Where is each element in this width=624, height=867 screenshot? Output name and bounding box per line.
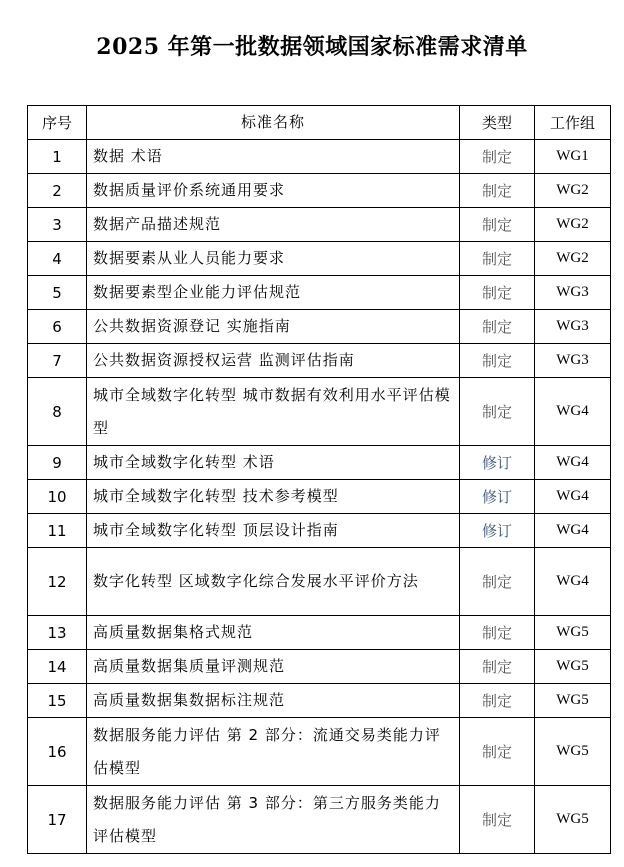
row-number: 1 bbox=[28, 140, 87, 174]
row-number: 15 bbox=[28, 684, 87, 718]
row-standard-name: 高质量数据集质量评测规范 bbox=[87, 650, 460, 684]
row-type: 修订 bbox=[460, 480, 535, 514]
row-standard-name: 城市全域数字化转型 技术参考模型 bbox=[87, 480, 460, 514]
row-number: 17 bbox=[28, 786, 87, 854]
row-type: 制定 bbox=[460, 242, 535, 276]
row-working-group: WG5 bbox=[535, 616, 611, 650]
row-type: 制定 bbox=[460, 548, 535, 616]
row-working-group: WG3 bbox=[535, 344, 611, 378]
row-working-group: WG4 bbox=[535, 378, 611, 446]
row-standard-name: 数据要素从业人员能力要求 bbox=[87, 242, 460, 276]
row-working-group: WG1 bbox=[535, 140, 611, 174]
table-row bbox=[28, 276, 611, 310]
table-row bbox=[28, 140, 611, 174]
table-row bbox=[28, 786, 611, 854]
row-type: 制定 bbox=[460, 140, 535, 174]
row-standard-name: 数据质量评价系统通用要求 bbox=[87, 174, 460, 208]
header-type: 类型 bbox=[460, 106, 535, 140]
row-type: 制定 bbox=[460, 208, 535, 242]
standards-table bbox=[27, 105, 611, 854]
row-type: 制定 bbox=[460, 174, 535, 208]
table-row bbox=[28, 718, 611, 786]
table-row bbox=[28, 548, 611, 616]
row-working-group: WG2 bbox=[535, 242, 611, 276]
row-number: 13 bbox=[28, 616, 87, 650]
row-working-group: WG2 bbox=[535, 174, 611, 208]
row-number: 7 bbox=[28, 344, 87, 378]
row-number: 5 bbox=[28, 276, 87, 310]
row-number: 8 bbox=[28, 378, 87, 446]
row-number: 14 bbox=[28, 650, 87, 684]
header-name: 标准名称 bbox=[87, 106, 460, 140]
row-type: 制定 bbox=[460, 616, 535, 650]
row-type: 修订 bbox=[460, 446, 535, 480]
row-working-group: WG5 bbox=[535, 718, 611, 786]
row-standard-name: 数据要素型企业能力评估规范 bbox=[87, 276, 460, 310]
row-standard-name: 数据服务能力评估 第 2 部分：流通交易类能力评估模型 bbox=[87, 718, 460, 786]
row-standard-name: 数据产品描述规范 bbox=[87, 208, 460, 242]
row-standard-name: 城市全域数字化转型 顶层设计指南 bbox=[87, 514, 460, 548]
row-standard-name: 高质量数据集数据标注规范 bbox=[87, 684, 460, 718]
row-type: 制定 bbox=[460, 276, 535, 310]
header-wg: 工作组 bbox=[535, 106, 611, 140]
row-working-group: WG5 bbox=[535, 786, 611, 854]
table-row bbox=[28, 446, 611, 480]
row-working-group: WG4 bbox=[535, 446, 611, 480]
row-number: 6 bbox=[28, 310, 87, 344]
table-row bbox=[28, 344, 611, 378]
table-row bbox=[28, 616, 611, 650]
row-standard-name: 高质量数据集格式规范 bbox=[87, 616, 460, 650]
row-standard-name: 公共数据资源授权运营 监测评估指南 bbox=[87, 344, 460, 378]
row-number: 12 bbox=[28, 548, 87, 616]
row-number: 16 bbox=[28, 718, 87, 786]
row-number: 4 bbox=[28, 242, 87, 276]
row-number: 9 bbox=[28, 446, 87, 480]
header-no: 序号 bbox=[28, 106, 87, 140]
table-row bbox=[28, 650, 611, 684]
row-standard-name: 数字化转型 区域数字化综合发展水平评价方法 bbox=[87, 548, 460, 616]
table-header-row bbox=[28, 106, 611, 140]
row-working-group: WG4 bbox=[535, 480, 611, 514]
row-number: 10 bbox=[28, 480, 87, 514]
row-type: 修订 bbox=[460, 514, 535, 548]
row-working-group: WG4 bbox=[535, 514, 611, 548]
row-working-group: WG2 bbox=[535, 208, 611, 242]
table-row bbox=[28, 480, 611, 514]
row-working-group: WG3 bbox=[535, 276, 611, 310]
row-number: 11 bbox=[28, 514, 87, 548]
table-body bbox=[28, 140, 611, 854]
row-type: 制定 bbox=[460, 378, 535, 446]
row-standard-name: 数据服务能力评估 第 3 部分：第三方服务类能力评估模型 bbox=[87, 786, 460, 854]
row-number: 3 bbox=[28, 208, 87, 242]
row-standard-name: 城市全域数字化转型 术语 bbox=[87, 446, 460, 480]
row-working-group: WG3 bbox=[535, 310, 611, 344]
table-row bbox=[28, 378, 611, 446]
row-standard-name: 城市全域数字化转型 城市数据有效利用水平评估模型 bbox=[87, 378, 460, 446]
row-type: 制定 bbox=[460, 650, 535, 684]
row-working-group: WG5 bbox=[535, 650, 611, 684]
row-working-group: WG5 bbox=[535, 684, 611, 718]
table-row bbox=[28, 684, 611, 718]
row-type: 制定 bbox=[460, 684, 535, 718]
table-row bbox=[28, 514, 611, 548]
row-type: 制定 bbox=[460, 718, 535, 786]
row-number: 2 bbox=[28, 174, 87, 208]
row-type: 制定 bbox=[460, 344, 535, 378]
row-type: 制定 bbox=[460, 786, 535, 854]
table-row bbox=[28, 174, 611, 208]
table-row bbox=[28, 310, 611, 344]
table-row bbox=[28, 208, 611, 242]
row-standard-name: 公共数据资源登记 实施指南 bbox=[87, 310, 460, 344]
table-row bbox=[28, 242, 611, 276]
row-working-group: WG4 bbox=[535, 548, 611, 616]
row-type: 制定 bbox=[460, 310, 535, 344]
document-title: 2025 年第一批数据领域国家标准需求清单 bbox=[96, 34, 528, 60]
row-standard-name: 数据 术语 bbox=[87, 140, 460, 174]
